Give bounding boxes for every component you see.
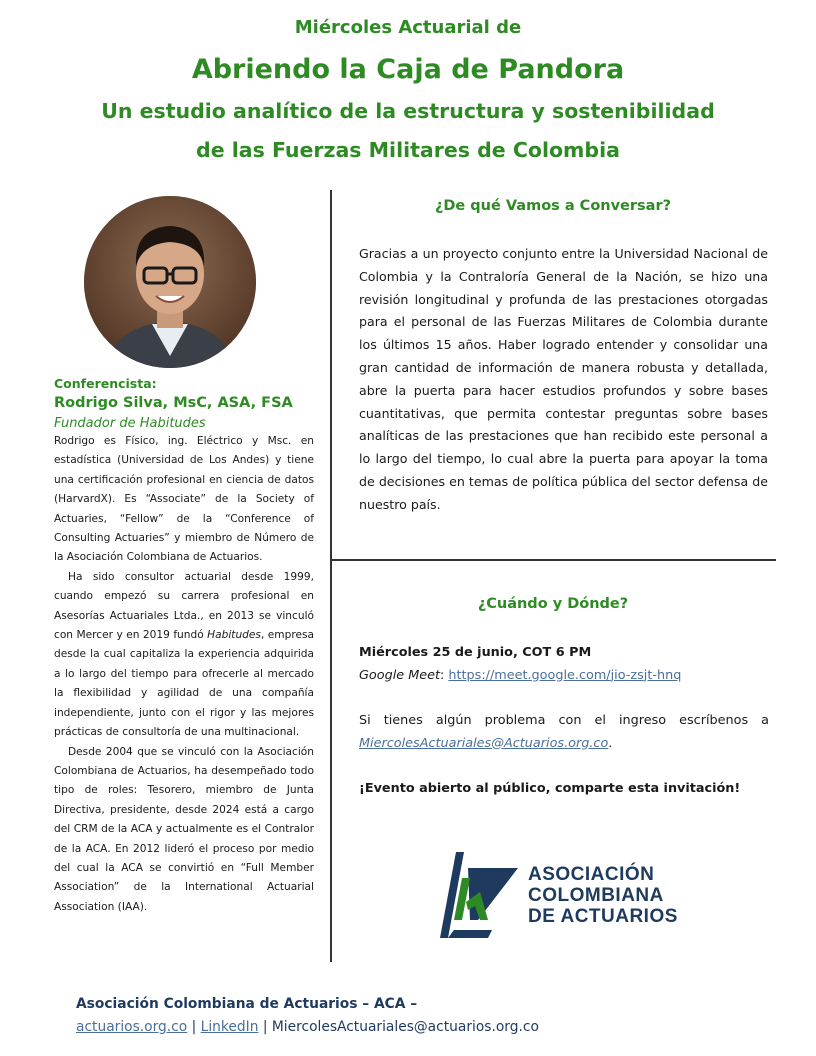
event-title: Abriendo la Caja de Pandora (191, 54, 625, 85)
logo-line-2: COLOMBIANA (528, 885, 664, 906)
conversation-body: Gracias a un proyecto conjunto entre la Universidad Nacional de Colombia y la Contraloría General de la Nación, se hizo una revisión longitudinal y profunda de las prestaciones otorgadas para el personal de las Fuerzas Militares de Colombia durante los últimos 15 años. Haber logrado entender y consolidar una gran cantidad de información de manera robusta y detallada, abre la puerta para hacer estudios profundos y sobre bases cuantitativas, que permita contestar preguntas sobre bases analíticas de las prestaciones que han recibido este personal a lo largo del tiempo, lo cual abre la puerta para apoyar la toma de decisiones en temas de política pública del sector defensa de nuestro país. (359, 246, 768, 512)
bio-paragraph-3: Desde 2004 que se vinculó con la Asociación Colombiana de Actuarios, ha desempeñado todo tipo de roles: Tesorero, miembro de Junta Directiva, presidente, desde 2024 está a cargo del CRM de la ACA y actualmente es el Contralor de la ACA. En 2012 lideró el proceso por medio del cual la ACA se convirtió en “Full Member Association” de la International Actuarial Association (IAA). (54, 745, 314, 913)
bio-p2-text-b: , empresa desde la cual capitaliza la experiencia adquirida a lo largo del tiempo para ofrecerle al mercado la flexibilidad y agilidad de una compañía independiente, junto con el rigor y las mejores prácticas de consultoría de una multinacional. (54, 629, 314, 739)
speaker-bio (54, 432, 314, 917)
bio-paragraph-1: Rodrigo es Físico, ing. Eléctrico y Msc. en estadística (Universidad de Los Andes) y tiene una certificación profesional en ciencia de datos (HarvardX). Es “Associate” de la Society of Actuaries, “Fellow” de la “Conference of Consulting Actuaries” y miembro de Número de la Asociación Colombiana de Actuarios. (54, 435, 314, 564)
platform-label: Google Meet (359, 667, 440, 683)
footer-linkedin-link[interactable]: LinkedIn (200, 1019, 259, 1035)
aca-logo (426, 848, 526, 944)
event-datetime-block (359, 642, 769, 687)
when-where-title: ¿Cuándo y Dónde? (477, 596, 629, 612)
help-block (359, 710, 769, 755)
meet-link[interactable]: https://meet.google.com/jio-zsjt-hnq (448, 667, 682, 683)
speaker-section (54, 376, 314, 917)
logo-line-1: ASOCIACIÓN (528, 864, 655, 885)
conversation-title: ¿De qué Vamos a Conversar? (434, 198, 672, 214)
event-kicker: Miércoles Actuarial de (294, 17, 522, 38)
footer-org: Asociación Colombiana de Actuarios – ACA – (76, 996, 418, 1012)
footer-site-link[interactable]: actuarios.org.co (76, 1019, 188, 1035)
vertical-divider (330, 190, 332, 962)
help-text: Si tienes algún problema con el ingreso escríbenos a (359, 713, 769, 728)
platform-sep: : (440, 667, 449, 683)
open-event-note: ¡Evento abierto al público, comparte esta invitación! (359, 781, 741, 796)
horizontal-divider (330, 559, 776, 561)
bio-p2-company: Habitudes (207, 629, 261, 642)
logo-line-3: DE ACTUARIOS (528, 906, 678, 927)
footer-links (76, 1016, 776, 1039)
speaker-label: Conferencista: (54, 376, 157, 391)
aca-logo-text (528, 864, 678, 927)
footer-sep-1: | (187, 1019, 201, 1035)
event-date: Miércoles 25 de junio, COT 6 PM (359, 645, 592, 660)
event-platform-line (359, 665, 769, 688)
speaker-name: Rodrigo Silva, MsC, ASA, FSA (54, 395, 293, 411)
footer-sep-2: | (258, 1019, 272, 1035)
speaker-portrait-icon (84, 196, 256, 368)
speaker-photo (84, 196, 256, 368)
help-end: . (608, 735, 613, 751)
event-subtitle-line2: de las Fuerzas Militares de Colombia (196, 138, 620, 162)
footer (76, 993, 776, 1039)
footer-email[interactable]: MiercolesActuariales@actuarios.org.co (271, 1019, 539, 1035)
bio-paragraph-2 (54, 568, 314, 743)
bio-p2-text-a: Ha sido consultor actuarial desde 1999, cuando empezó su carrera profesional en Asesorías Actuariales Ltda., en 2013 se vinculó con Mercer y en 2019 fundó (54, 570, 314, 642)
help-email-link[interactable]: MiercolesActuariales@Actuarios.org.co (359, 735, 609, 751)
speaker-role: Fundador de Habitudes (54, 416, 206, 431)
aca-logo-icon (426, 848, 526, 944)
event-subtitle-line1: Un estudio analítico de la estructura y sostenibilidad (101, 99, 715, 123)
